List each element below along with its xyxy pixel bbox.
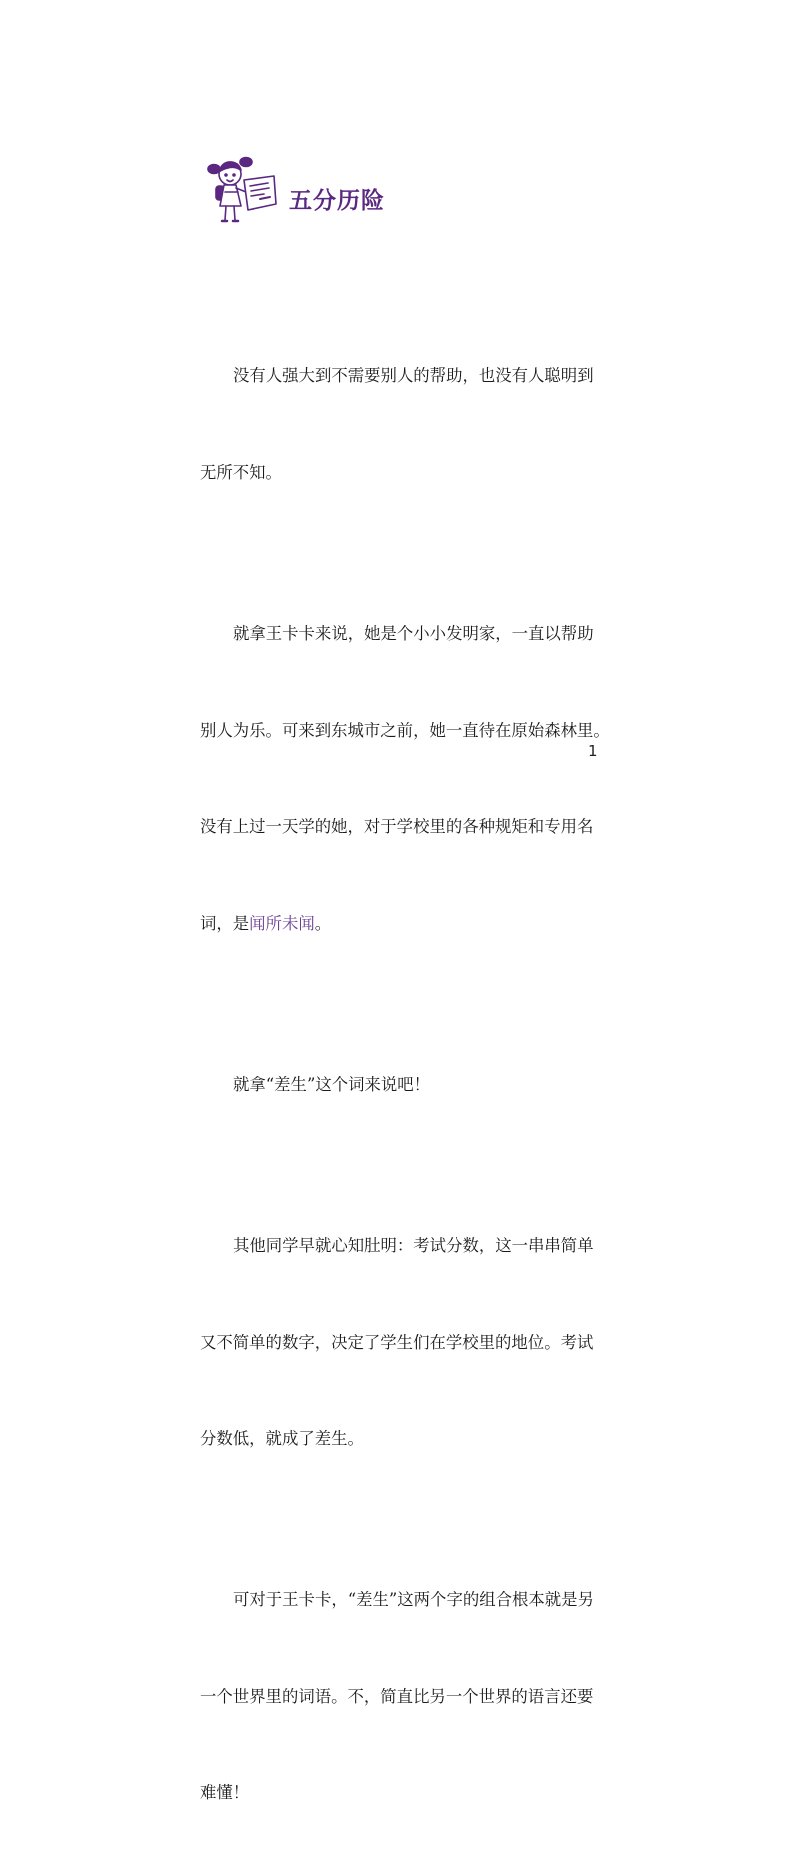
text-line: 又不简单的数字，决定了学生们在学校里的地位。考试 bbox=[200, 1332, 594, 1352]
paragraph bbox=[200, 1004, 604, 1165]
text-line: 就拿王卡卡来说，她是个小小发明家，一直以帮助 bbox=[233, 624, 594, 644]
chapter-title: 五分历险 bbox=[289, 188, 385, 214]
text-fragment: 。 bbox=[314, 913, 332, 933]
paragraph bbox=[200, 1165, 604, 1519]
paragraph bbox=[200, 554, 610, 1005]
highlighted-term: 闻所未闻 bbox=[249, 913, 315, 933]
page-number: 1 bbox=[588, 742, 598, 760]
text-line: 别人为乐。可来到东城市之前，她一直待在原始森林里。 bbox=[200, 720, 610, 740]
text-line: 没有人强大到不需要别人的帮助，也没有人聪明到 bbox=[233, 366, 594, 386]
text-line: 就拿“差生”这个词来说吧！ bbox=[233, 1074, 431, 1094]
text-fragment: 词，是 bbox=[200, 913, 250, 933]
girl-with-paper-icon bbox=[204, 152, 280, 232]
text-line bbox=[200, 908, 604, 940]
text-line: 没有上过一天学的她，对于学校里的各种规矩和专用名 bbox=[200, 817, 594, 837]
text-line: 分数低，就成了差生。 bbox=[200, 1429, 364, 1449]
text-line: 可对于王卡卡，“差生”这两个字的组合根本就是另 bbox=[233, 1590, 594, 1610]
body-text bbox=[200, 296, 610, 1874]
chapter-header bbox=[204, 152, 504, 234]
paragraph bbox=[200, 296, 604, 554]
text-line: 一个世界里的词语。不，简直比另一个世界的语言还要 bbox=[200, 1686, 594, 1706]
paragraph bbox=[200, 1520, 604, 1874]
text-line: 其他同学早就心知肚明：考试分数，这一串串简单 bbox=[233, 1235, 594, 1255]
text-line: 无所不知。 bbox=[200, 463, 282, 483]
text-line: 难懂！ bbox=[200, 1783, 250, 1803]
